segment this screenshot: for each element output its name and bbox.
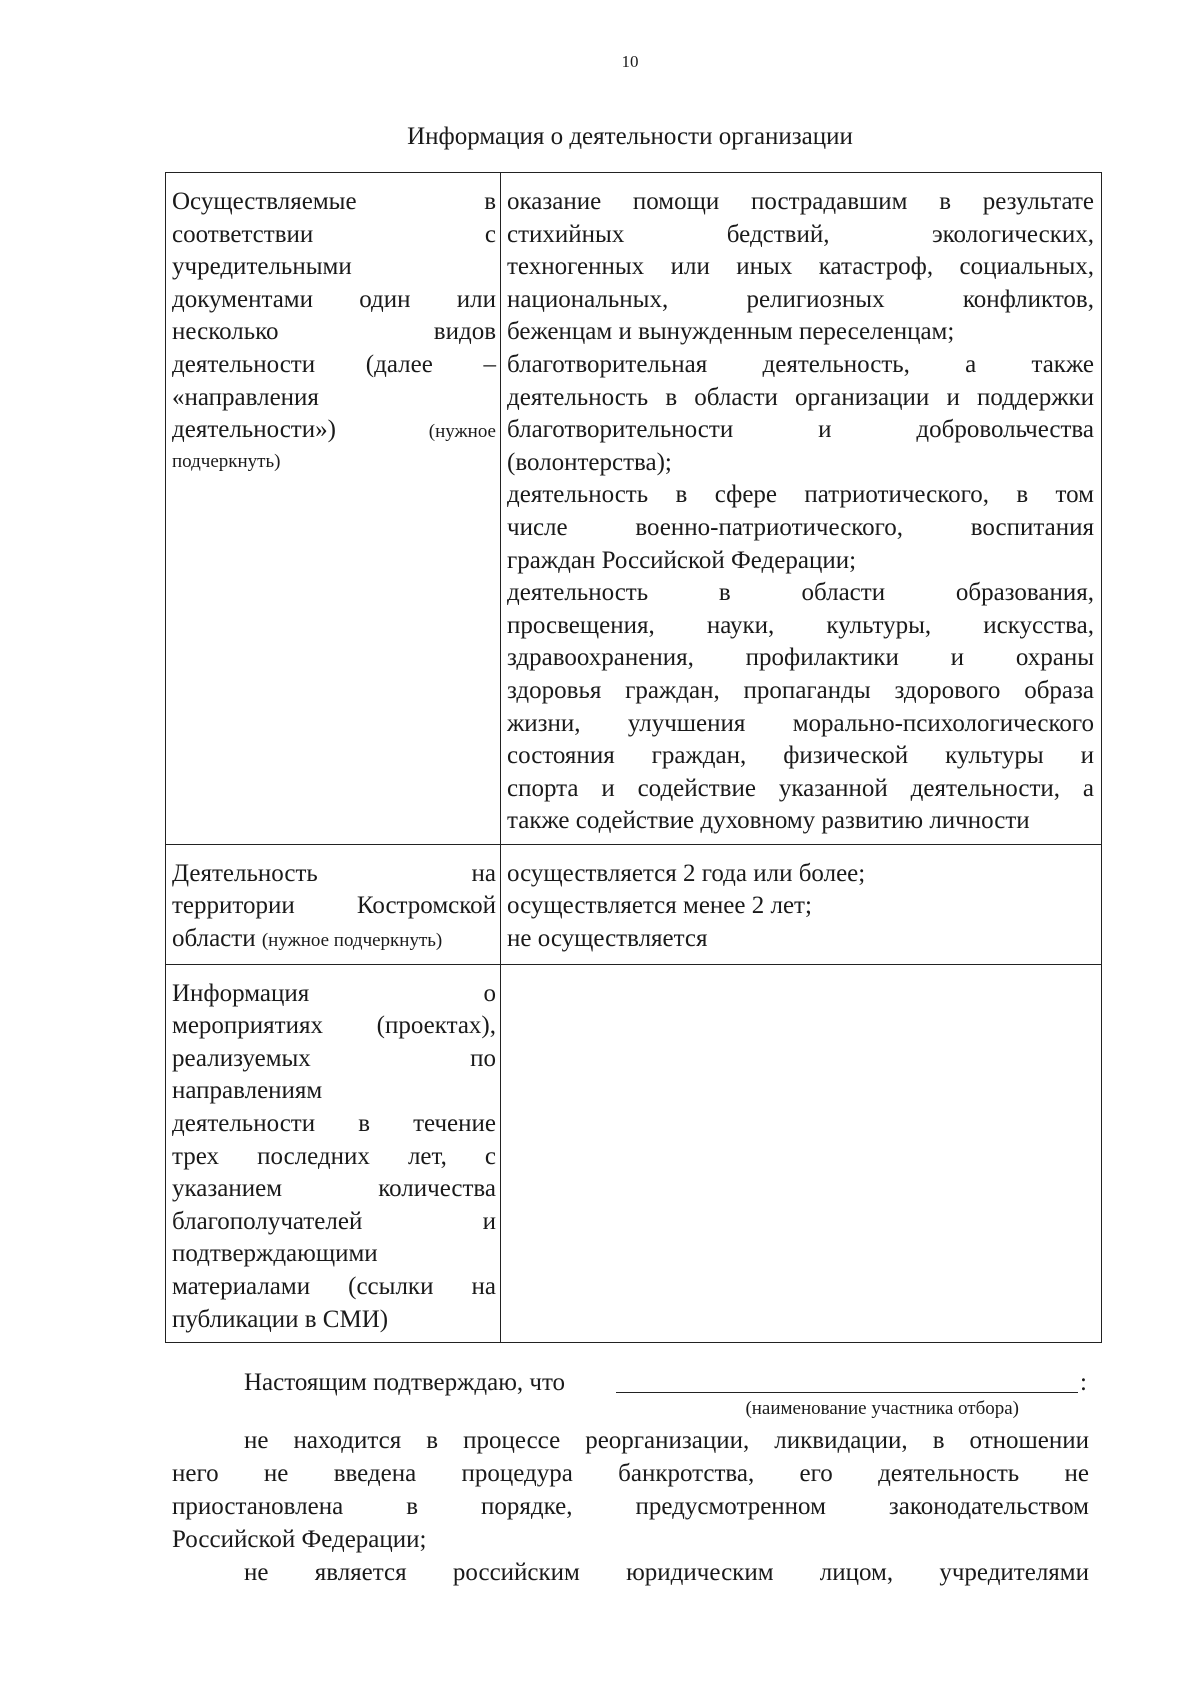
- paragraph-not-reorganized: [172, 1424, 1089, 1556]
- label-line: указанием количества: [172, 1175, 496, 1203]
- label-line: документами один или: [172, 285, 496, 313]
- paragraph-line: приостановлена в порядке, предусмотренном законодательством: [172, 1493, 1089, 1520]
- content-line: здоровья граждан, пропаганды здорового образа: [507, 676, 1094, 704]
- label-line: территории Костромской: [172, 892, 496, 920]
- row-label-kostroma-activity: [166, 844, 501, 964]
- row-label-events-info: [166, 964, 501, 1343]
- content-line: (волонтерства);: [507, 448, 672, 476]
- content-line: числе военно-патриотического, воспитания: [507, 513, 1094, 541]
- label-line: публикации в СМИ): [172, 1305, 389, 1333]
- option-line: не осуществляется: [507, 925, 708, 953]
- table-row-events-info: [166, 964, 1102, 1343]
- row-content-events-info-empty[interactable]: [501, 964, 1102, 1343]
- label-line: Информация о: [172, 979, 496, 1007]
- label-line: Деятельность на: [172, 859, 496, 887]
- label-line: трех последних лет, с: [172, 1142, 496, 1170]
- label-line: благополучателей и: [172, 1207, 496, 1235]
- content-line: благотворительная деятельность, а также: [507, 350, 1094, 378]
- row-content-activity-types: [501, 173, 1102, 845]
- label-line: направлениям: [172, 1077, 323, 1105]
- content-line: также содействие духовному развитию личности: [507, 807, 1030, 835]
- confirmation-line: [172, 1366, 1089, 1400]
- content-line: национальных, религиозных конфликтов,: [507, 285, 1094, 313]
- label-line: материалами (ссылки на: [172, 1273, 496, 1300]
- label-line: [172, 414, 496, 449]
- label-text: области: [172, 925, 256, 953]
- label-line: деятельности (далее –: [172, 350, 496, 378]
- content-line: деятельность в сфере патриотического, в том: [507, 481, 1094, 509]
- row-content-kostroma-activity: [501, 844, 1102, 964]
- content-line: здравоохранения, профилактики и охраны: [507, 644, 1094, 672]
- content-line: благотворительности и добровольчества: [507, 416, 1094, 444]
- label-line: «направления: [172, 383, 319, 411]
- paragraph-line: не находится в процессе реорганизации, ликвидации, в отношении: [244, 1427, 1089, 1454]
- content-line: техногенных или иных катастроф, социальных,: [507, 253, 1094, 281]
- content-line: спорта и содействие указанной деятельности, а: [507, 774, 1094, 802]
- page-number: 10: [621, 52, 639, 71]
- label-line: Осуществляемые в: [172, 188, 496, 215]
- content-line: жизни, улучшения морально-психологического: [507, 709, 1094, 737]
- activity-info-table: [165, 172, 1102, 1343]
- table-row-activity-types: [166, 173, 1102, 845]
- confirmation-colon: :: [1080, 1369, 1087, 1396]
- label-line: [172, 923, 496, 958]
- participant-name-field[interactable]: [616, 1392, 1078, 1393]
- content-line: оказание помощи пострадавшим в результате: [507, 188, 1094, 215]
- content-line: беженцам и вынужденным переселенцам;: [507, 318, 955, 346]
- table-row-kostroma-activity: [166, 844, 1102, 964]
- label-line: реализуемых по: [172, 1044, 496, 1072]
- label-line: подтверждающими: [172, 1240, 378, 1268]
- label-note: (нужное подчеркнуть): [261, 930, 443, 952]
- row-label-activity-types: [166, 173, 501, 845]
- label-line: несколько видов: [172, 318, 496, 346]
- content-line: состояния граждан, физической культуры и: [507, 742, 1094, 770]
- option-line: осуществляется менее 2 лет;: [507, 892, 812, 920]
- content-line: деятельность в области организации и поддержки: [507, 383, 1094, 411]
- option-line: осуществляется 2 года или более;: [507, 859, 866, 887]
- label-line: учредительными: [172, 253, 352, 281]
- label-line: соответствии с: [172, 220, 496, 248]
- document-title: Информация о деятельности организации: [407, 123, 853, 150]
- content-line: просвещения, науки, культуры, искусства,: [507, 611, 1094, 639]
- paragraph-line: него не введена процедура банкротства, его деятельность не: [172, 1460, 1089, 1487]
- label-line: деятельности в течение: [172, 1110, 496, 1138]
- paragraph-not-russian-entity: [172, 1556, 1089, 1589]
- label-line: мероприятиях (проектах),: [172, 1012, 496, 1040]
- confirmation-section: [172, 1366, 1089, 1589]
- label-note: подчеркнуть): [172, 450, 281, 472]
- content-line: стихийных бедствий, экологических,: [507, 220, 1094, 248]
- content-line: деятельность в области образования,: [507, 579, 1094, 607]
- label-text: деятельности»): [172, 416, 336, 444]
- label-note: (нужное: [428, 421, 496, 443]
- paragraph-line: не является российским юридическим лицом, учредителями: [244, 1559, 1089, 1586]
- content-line: граждан Российской Федерации;: [507, 546, 857, 574]
- paragraph-line: Российской Федерации;: [172, 1526, 427, 1553]
- participant-name-caption: (наименование участника отбора): [745, 1398, 1019, 1419]
- confirmation-text: Настоящим подтверждаю, что: [244, 1369, 566, 1396]
